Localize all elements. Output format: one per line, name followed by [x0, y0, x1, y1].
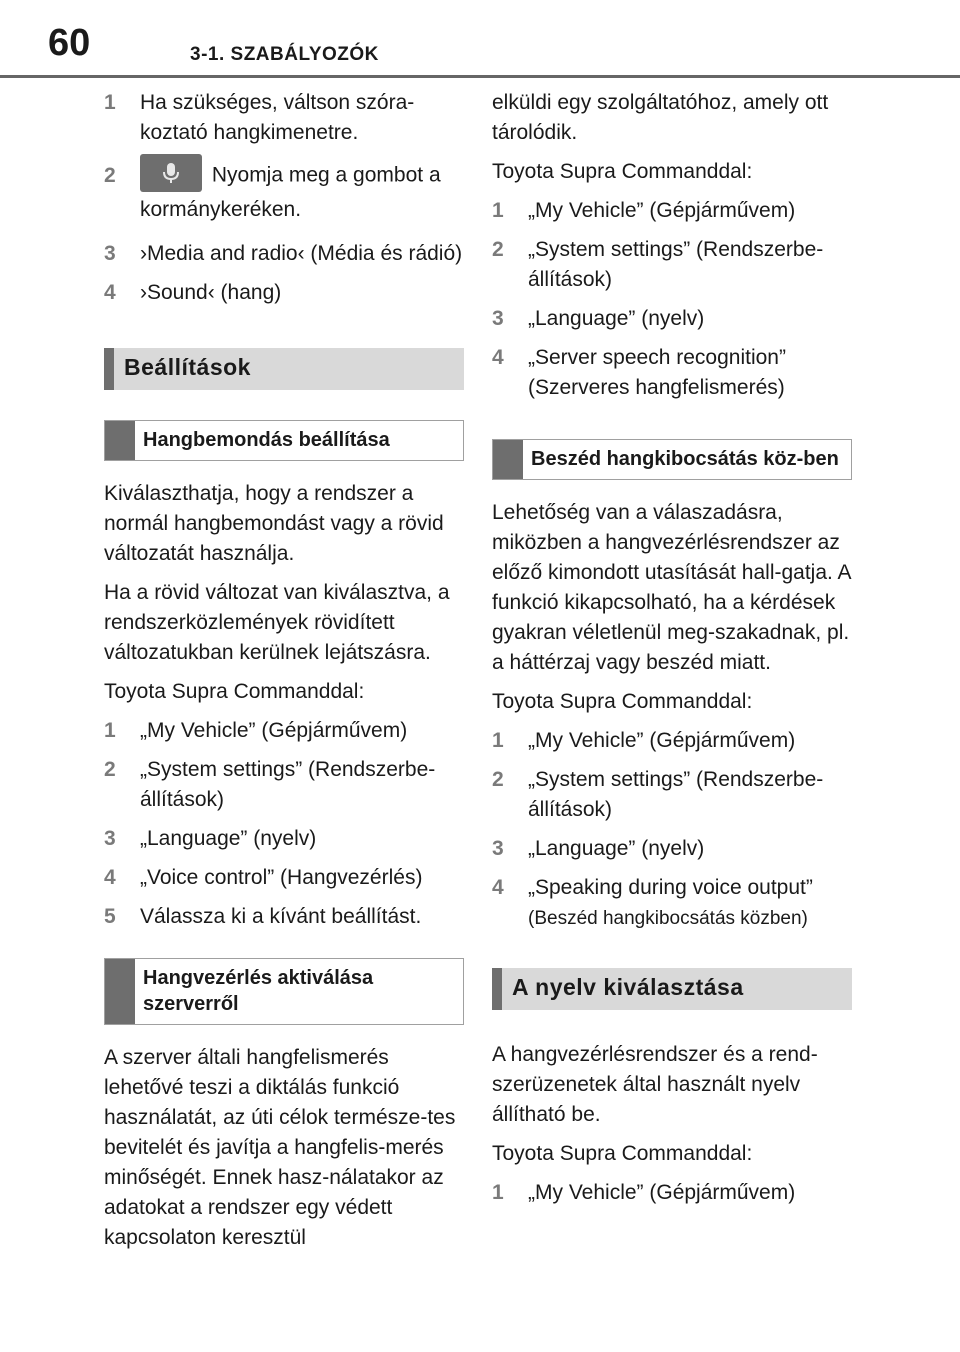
subsection-heading: Hangvezérlés aktiválása szerverről	[104, 958, 464, 1025]
paragraph: Toyota Supra Commanddal:	[492, 160, 753, 183]
list-item: 3 „Language” (nyelv)	[104, 827, 317, 850]
section-heading: Beállítások	[104, 348, 464, 390]
subsection-heading: Beszéd hangkibocsátás köz-ben	[492, 439, 852, 480]
left-column	[104, 88, 464, 1262]
paragraph: Toyota Supra Commanddal:	[492, 1142, 753, 1165]
list-item: 1 „My Vehicle” (Gépjárművem)	[104, 719, 408, 742]
page-number: 60	[48, 22, 91, 64]
list-item: 5 Válassza ki a kívánt beállítást.	[104, 905, 422, 928]
chapter-title: 3-1. SZABÁLYOZÓK	[190, 44, 379, 65]
list-item: 4 ›Sound‹ (hang)	[104, 281, 282, 304]
list-item: 4 „Speaking during voice output” (Beszéd hangkibocsátás közben)	[492, 876, 813, 929]
list-item: 1 Ha szükséges, váltson szóra-koztató hangkimenetre.	[104, 91, 415, 144]
page-header	[0, 0, 960, 80]
subsection-heading: Hangbemondás beállítása	[104, 420, 464, 461]
paragraph: A szerver általi hangfelismerés lehetővé teszi a diktálás funkció használatát, az úti célok természe-tes bevitelét és javítja a hangfelis-merés minőségét. Ennek hasz-nálatakor az adatokat a rendszer egy védett kapcsolaton keresztül	[104, 1046, 456, 1249]
microphone-icon	[162, 162, 180, 184]
list-item: 3 ›Media and radio‹ (Média és rádió)	[104, 242, 463, 265]
list-item: 4 „Server speech recognition” (Szerveres hangfelismerés)	[492, 346, 786, 399]
paragraph: elküldi egy szolgáltatóhoz, amely ott tárolódik.	[492, 91, 829, 144]
list-item: 2 Nyomja meg a gombot a kormánykeréken.	[104, 157, 464, 225]
list-item: 1 „My Vehicle” (Gépjárművem)	[492, 729, 796, 752]
list-item: 3 „Language” (nyelv)	[492, 837, 705, 860]
paragraph: Toyota Supra Commanddal:	[492, 690, 753, 713]
voice-button	[140, 154, 202, 192]
right-column	[492, 88, 852, 1217]
paragraph: Lehetőség van a válaszadásra, miközben a hangvezérlésrendszer az előző kimondott utasítását hall-gatja. A funkció kikapcsolható, ha a kérdések gyakran véletlenül meg-szakadnak, pl. a háttérzaj vagy beszéd miatt.	[492, 501, 851, 674]
section-heading: A nyelv kiválasztása	[492, 968, 852, 1010]
paragraph: Toyota Supra Commanddal:	[104, 680, 365, 703]
list-item: 2 „System settings” (Rendszerbe-állítások)	[492, 768, 824, 821]
list-item: 1 „My Vehicle” (Gépjárművem)	[492, 199, 796, 222]
list-item: 3 „Language” (nyelv)	[492, 307, 705, 330]
list-item: 4 „Voice control” (Hangvezérlés)	[104, 866, 423, 889]
list-item: 1 „My Vehicle” (Gépjárművem)	[492, 1181, 796, 1204]
header-divider	[0, 75, 960, 78]
list-item: 2 „System settings” (Rendszerbe-állítások)	[492, 238, 824, 291]
paragraph: Ha a rövid változat van kiválasztva, a rendszerközlemények rövidített változatukban kerülnek lejátszásra.	[104, 581, 450, 664]
paragraph: Kiválaszthatja, hogy a rendszer a normál hangbemondást vagy a rövid változatát használja.	[104, 482, 444, 565]
paragraph: A hangvezérlésrendszer és a rend-szerüzenetek által használt nyelv állítható be.	[492, 1043, 818, 1126]
list-item: 2 „System settings” (Rendszerbe-állítások)	[104, 758, 436, 811]
